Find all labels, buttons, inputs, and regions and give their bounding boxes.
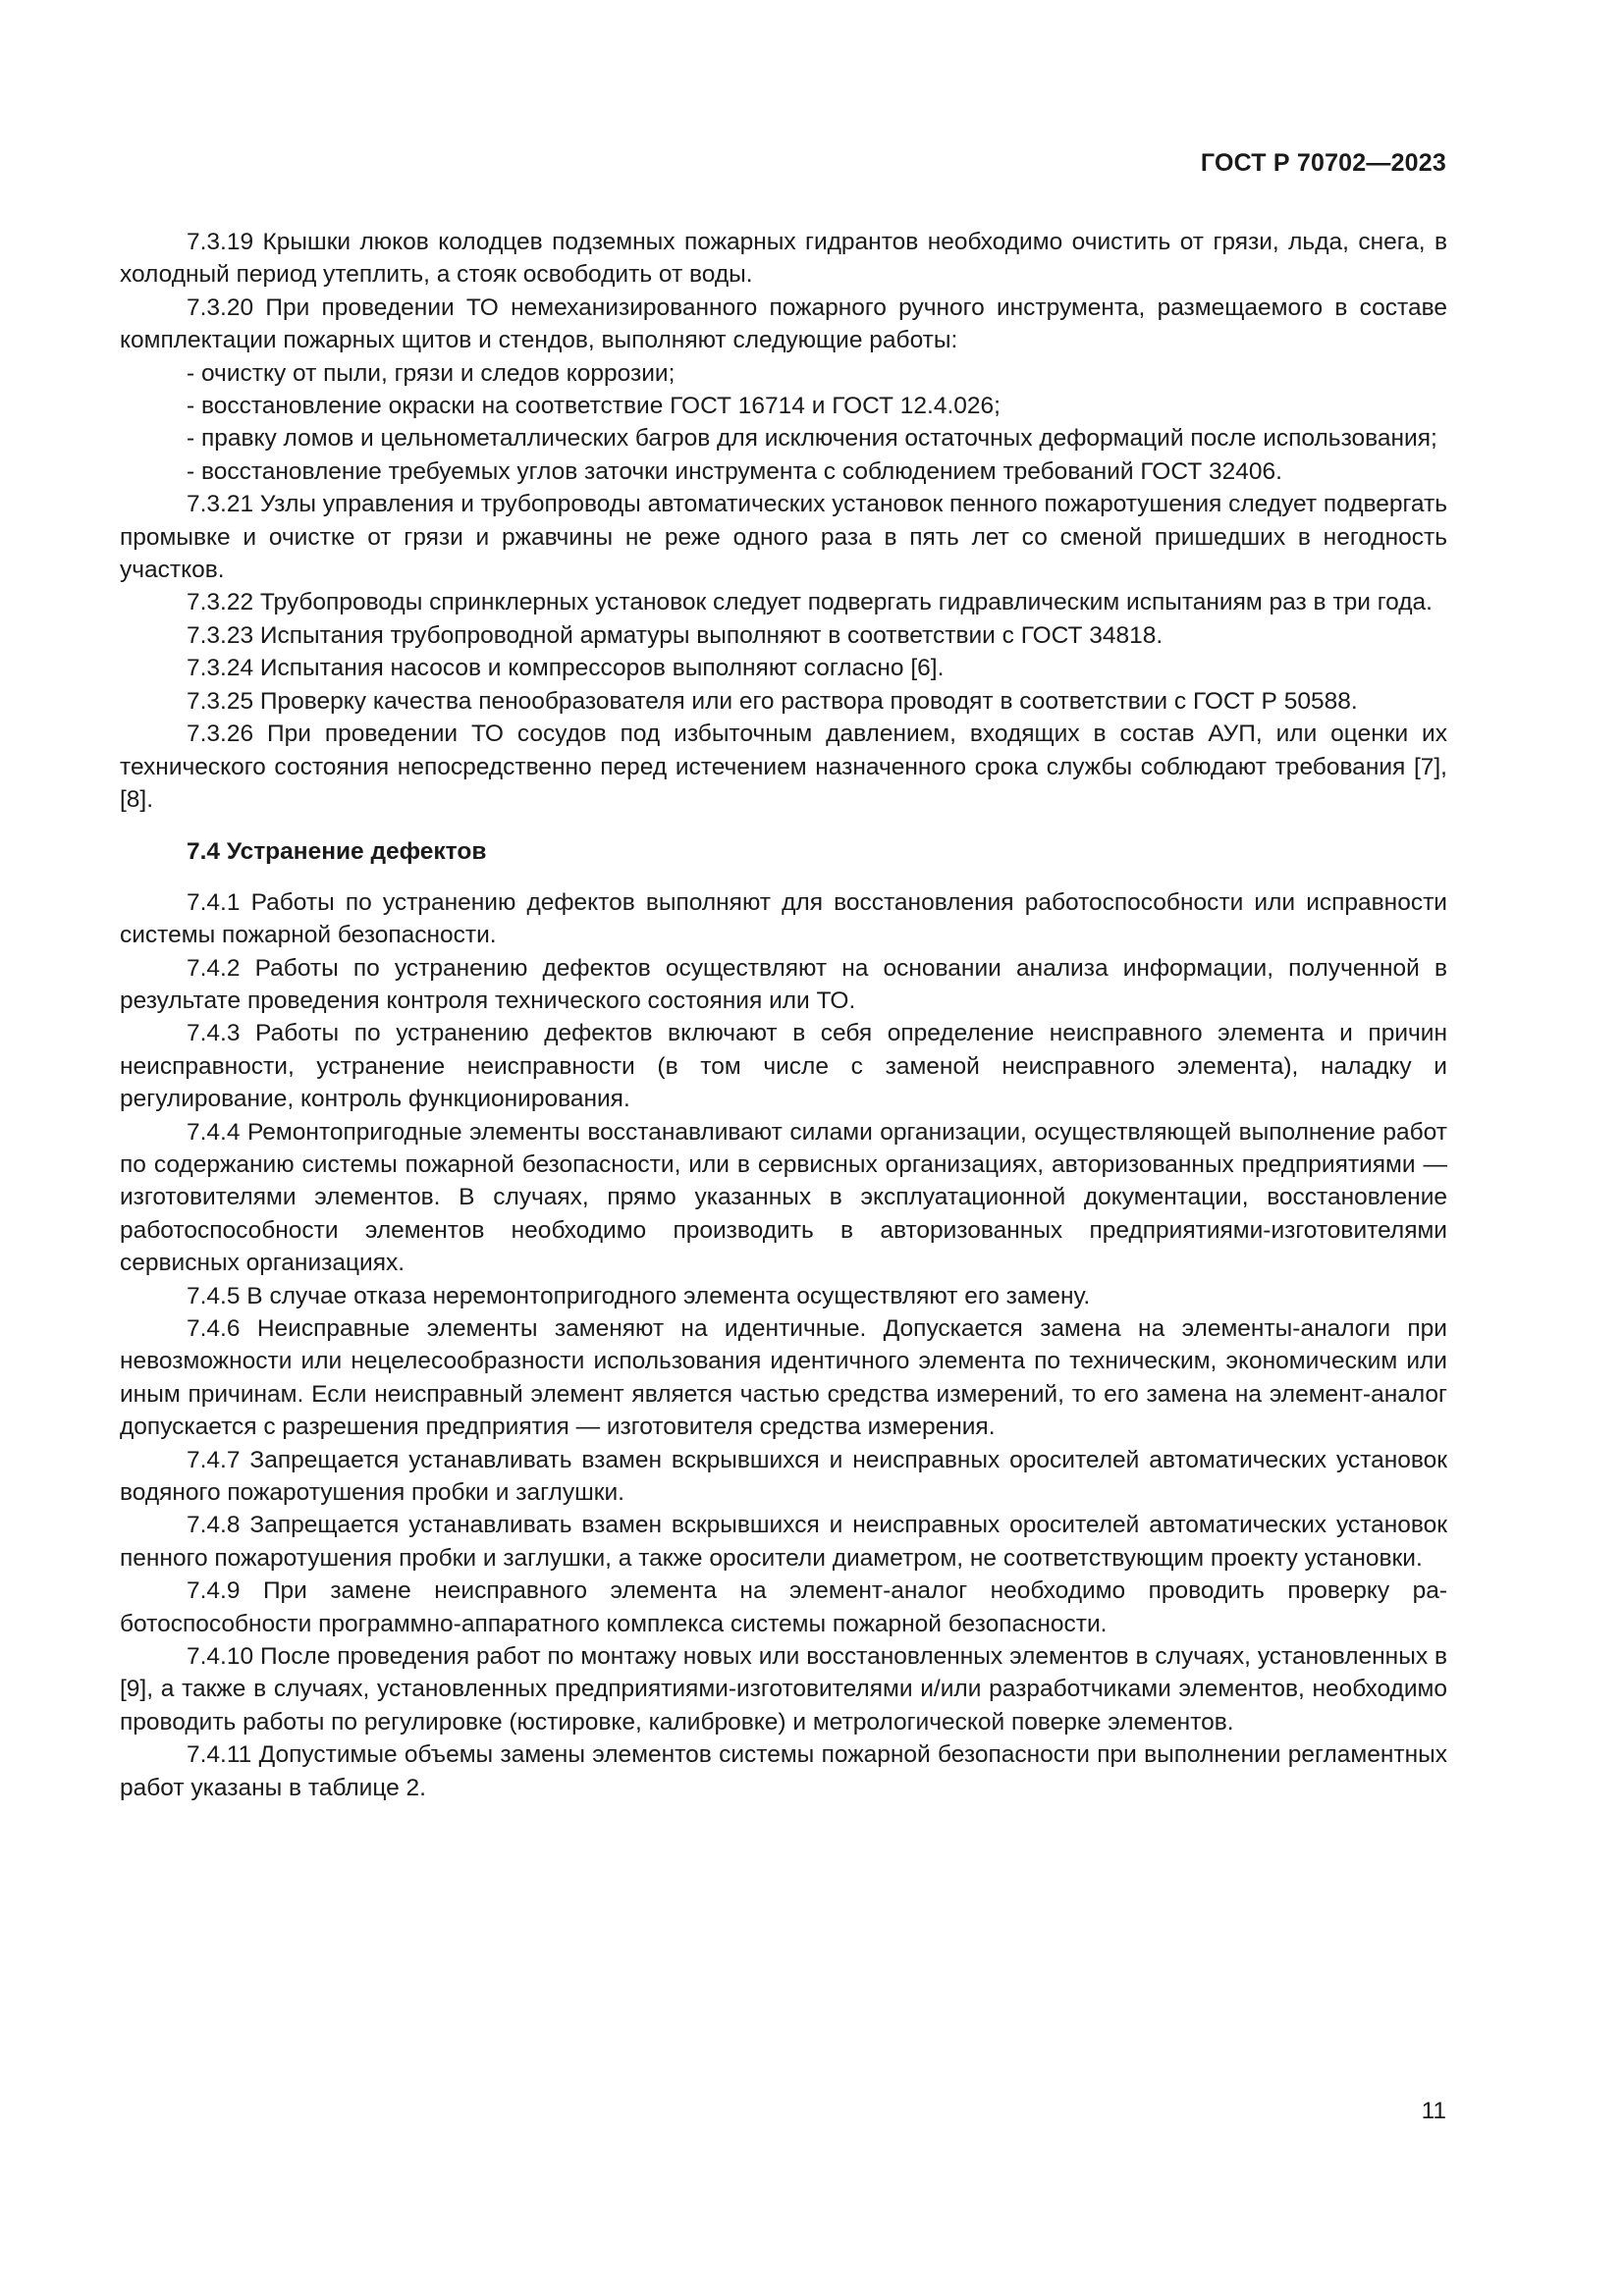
paragraph-7-4-5: 7.4.5 В случае отказа неремонтопригодного элемента осуществляют его замену. (187, 1282, 1091, 1309)
paragraph-7-4-3: 7.4.3 Работы по устранению дефектов включают в себя определение неисправного элемента и причин неисправности, устранение неисправности (в том числе с заменой неисправного элемента), наладку и регулирование, контроль функционирования. (120, 1020, 1447, 1113)
page-number: 11 (1421, 2098, 1446, 2124)
list-item: - очистку от пыли, грязи и следов коррозии; (187, 359, 676, 387)
list-item: - восстановление окраски на соответствие ГОСТ 16714 и ГОСТ 12.4.026; (187, 393, 1001, 420)
document-id-header: ГОСТ Р 70702—2023 (1200, 149, 1446, 177)
paragraph-7-3-19: 7.3.19 Крышки люков колодцев подземных пожарных гидрантов необходимо очистить от грязи, льда, снега, в холодный период утеплить, а стояк освободить от воды. (120, 229, 1447, 289)
list-item: - восстановление требуемых углов заточки инструмента с соблюдением требований ГОСТ 32406. (187, 457, 1282, 485)
paragraph-7-4-6: 7.4.6 Неисправные элементы заменяют на идентичные. Допускается замена на элементы-аналоги при невозможности или нецелесообразности использования идентичного элемента по техническим, экономическим или иным причинам. Если неисправный элемент является частью средства измерений, то его замена на элемент-аналог допускается с разрешения предприятия — изготовителя средства измерения. (120, 1315, 1447, 1441)
paragraph-7-4-4: 7.4.4 Ремонтопригодные элементы восстанавливают силами организации, осуществляющей выполнение работ по содержанию системы пожарной безопасности, или в сервисных организациях, авторизованных предприятиями — изготовителями элементов. В случаях, прямо указанных в эксплуатационной документации, восстановление работоспособности элементов необходимо производить в авторизованных предприятиями-изготовителями сервисных организациях. (120, 1118, 1447, 1277)
section-title: 7.4 Устранение дефектов (187, 838, 487, 866)
paragraph-7-3-25: 7.3.25 Проверку качества пенообразователя или его раствора проводят в соответствии с ГОСТ Р 50588. (187, 687, 1358, 715)
document-body (120, 226, 1447, 1804)
paragraph-7-4-11: 7.4.11 Допустимые объемы замены элементов системы пожарной безопасности при выполнении регламентных работ указаны в таблице 2. (120, 1741, 1447, 1801)
list-item: - правку ломов и цельнометаллических багров для исключения остаточных деформаций после использования; (187, 425, 1437, 453)
paragraph-7-4-8: 7.4.8 Запрещается устанавливать взамен вскрывшихся и неисправных оросителей автоматических установок пенного пожаротушения пробки и заглушки, а также оросители диаметром, не соответствующим проекту установки. (120, 1512, 1447, 1572)
paragraph-7-3-23: 7.3.23 Испытания трубопроводной арматуры выполняют в соответствии с ГОСТ 34818. (187, 621, 1164, 649)
paragraph-7-4-10: 7.4.10 После проведения работ по монтажу новых или восстановленных элементов в случаях, установленных в [9], а также в случаях, установленных предприятиями-изготовителями и/или разработчиками элементов, необходимо проводить работы по регулировке (юстировке, калибровке) и метрологической поверке элементов. (120, 1643, 1447, 1735)
paragraph-7-4-7: 7.4.7 Запрещается устанавливать взамен вскрывшихся и неисправных оросителей автоматических установок водяного пожаротушения пробки и заглушки. (120, 1446, 1447, 1507)
paragraph-7-3-22: 7.3.22 Трубопроводы спринклерных установок следует подвергать гидравлическим испытаниям раз в три года. (187, 589, 1433, 616)
paragraph-7-3-26: 7.3.26 При проведении ТО сосудов под избыточным давлением, входящих в состав АУП, или оценки их технического состояния непосредственно перед истечением назначенного срока службы соблюдают требования [7], [8]. (120, 721, 1447, 813)
paragraph-7-3-20: 7.3.20 При проведении ТО немеханизированного пожарного ручного инструмента, размещаемого в составе комплектации пожарных щитов и стендов, выполняют следующие работы: (120, 294, 1447, 354)
paragraph-7-3-24: 7.3.24 Испытания насосов и компрессоров выполняют согласно [6]. (187, 655, 945, 682)
paragraph-7-4-9: 7.4.9 При замене неисправного элемента на элемент-аналог необходимо проводить проверку работоспособности программно-аппаратного комплекса системы пожарной безопасности. (120, 1577, 1447, 1637)
paragraph-7-3-21: 7.3.21 Узлы управления и трубопроводы автоматических установок пенного пожаротушения следует подвергать промывке и очистке от грязи и ржавчины не реже одного раза в пять лет со сменой пришедших в негодность участков. (120, 491, 1447, 584)
paragraph-7-4-2: 7.4.2 Работы по устранению дефектов осуществляют на основании анализа информации, полученной в результате проведения контроля технического состояния или ТО. (120, 954, 1447, 1014)
paragraph-7-4-1: 7.4.1 Работы по устранению дефектов выполняют для восстановления работоспособности или исправности системы пожарной безопасности. (120, 888, 1447, 949)
